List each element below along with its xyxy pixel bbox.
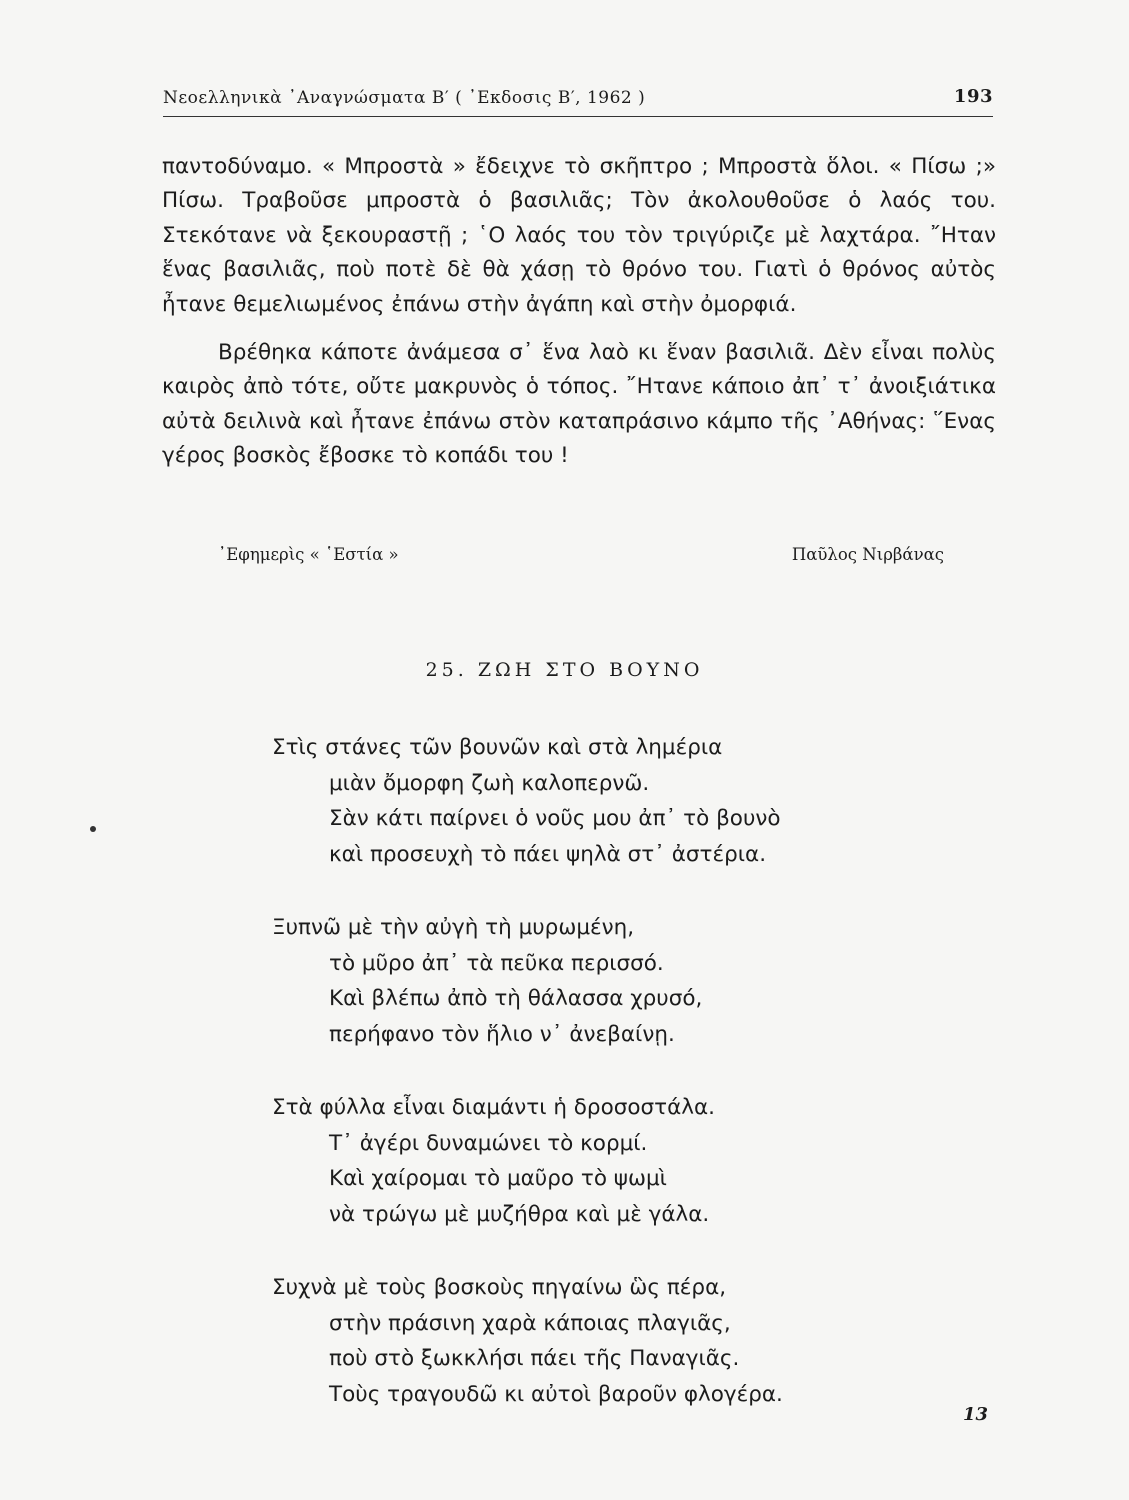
stanza-2 [272,910,783,1052]
stanza-1 [272,730,783,872]
author-attribution: Παῦλος Νιρβάνας [791,545,944,564]
signature-mark: 13 [962,1404,988,1425]
prose-continuation [162,150,996,474]
poem-line: Ξυπνῶ μὲ τὴν αὐγὴ τὴ μυρωμένη, [272,915,635,940]
running-header [163,86,993,117]
poem-line: περήφανο τὸν ἥλιο ν᾿ ἀνεβαίνῃ. [329,1021,675,1047]
source-attribution: ᾿Εφημερὶς « ῾Εστία » [218,545,399,564]
paragraph-1: παντοδύναμο. « Μπροστὰ » ἔδειχνε τὸ σκῆπτρο ; Μπροστὰ ὅλοι. « Πίσω ;» Πίσω. Τραβοῦσε μπροστὰ ὁ βασιλιᾶς; Τὸν ἀκολουθοῦσε ὁ λαός του. Στεκότανε νὰ ξεκουραστῇ ; ῾Ο λαός του τὸν τριγύριζε μὲ λαχτάρα. ῎Ηταν ἕνας βασιλιᾶς, ποὺ ποτὲ δὲ θὰ χάσῃ τὸ θρόνο του. Γιατὶ ὁ θρόνος αὐτὸς ἦτανε θεμελιωμένος ἐπάνω στὴν ἀγάπη καὶ στὴν ὀμορφιά. [162,154,996,317]
poem-line: Στὶς στάνες τῶν βουνῶν καὶ στὰ λημέρια [272,735,723,760]
poem-line: Τοὺς τραγουδῶ κι αὐτοὶ βαροῦν φλογέρα. [329,1381,783,1407]
poem-line: Σὰν κάτι παίρνει ὁ νοῦς μου ἀπ᾿ τὸ βουνὸ [329,806,781,831]
page-number: 193 [953,86,993,107]
poem-line: νὰ τρώγω μὲ μυζήθρα καὶ μὲ γάλα. [329,1201,710,1227]
poem-line: στὴν πράσινη χαρὰ κάποιας πλαγιᾶς, [329,1310,731,1336]
poem-title: 25. ΖΩΗ ΣΤΟ ΒΟΥΝΟ [425,659,704,681]
ink-dot-mark [90,826,96,832]
paragraph-2: Βρέθηκα κάποτε ἀνάμεσα σ᾿ ἕνα λαὸ κι ἕναν βασιλιᾶ. Δὲν εἶναι πολὺς καιρὸς ἀπὸ τότε, οὔτε μακρυνὸς ὁ τόπος. ῎Ητανε κάποιο ἀπ᾿ τ᾿ ἀνοιξιάτικα αὐτὰ δειλινὰ καὶ ἦτανε ἐπάνω στὸν καταπράσινο κάμπο τῆς ᾿Αθήνας: ῞Ενας γέρος βοσκὸς ἔβοσκε τὸ κοπάδι του ! [162,340,996,469]
poem-line: Στὰ φύλλα εἶναι διαμάντι ἡ δροσοστάλα. [272,1095,715,1120]
poem-line: καὶ προσευχὴ τὸ πάει ψηλὰ στ᾿ ἀστέρια. [329,841,767,867]
poem-body [272,730,783,1450]
poem-line: μιὰν ὄμορφη ζωὴ καλοπερνῶ. [329,770,650,796]
poem-line: Συχνὰ μὲ τοὺς βοσκοὺς πηγαίνω ὣς πέρα, [272,1275,727,1300]
running-title: Νεοελληνικὰ ᾿Αναγνώσματα Β′ ( ᾿Εκδοσις Β′, 1962 ) [163,88,646,108]
poem-line: Καὶ χαίρομαι τὸ μαῦρο τὸ ψωμὶ [329,1166,667,1191]
poem-line: ποὺ στὸ ξωκκλήσι πάει τῆς Παναγιᾶς. [329,1346,740,1371]
stanza-4 [272,1270,783,1412]
stanza-3 [272,1090,783,1232]
poem-line: Καὶ βλέπω ἀπὸ τὴ θάλασσα χρυσό, [329,986,703,1011]
poem-line: Τ᾿ ἀγέρι δυναμώνει τὸ κορμί. [329,1130,648,1156]
poem-line: τὸ μῦρο ἀπ᾿ τὰ πεῦκα περισσό. [329,950,664,976]
